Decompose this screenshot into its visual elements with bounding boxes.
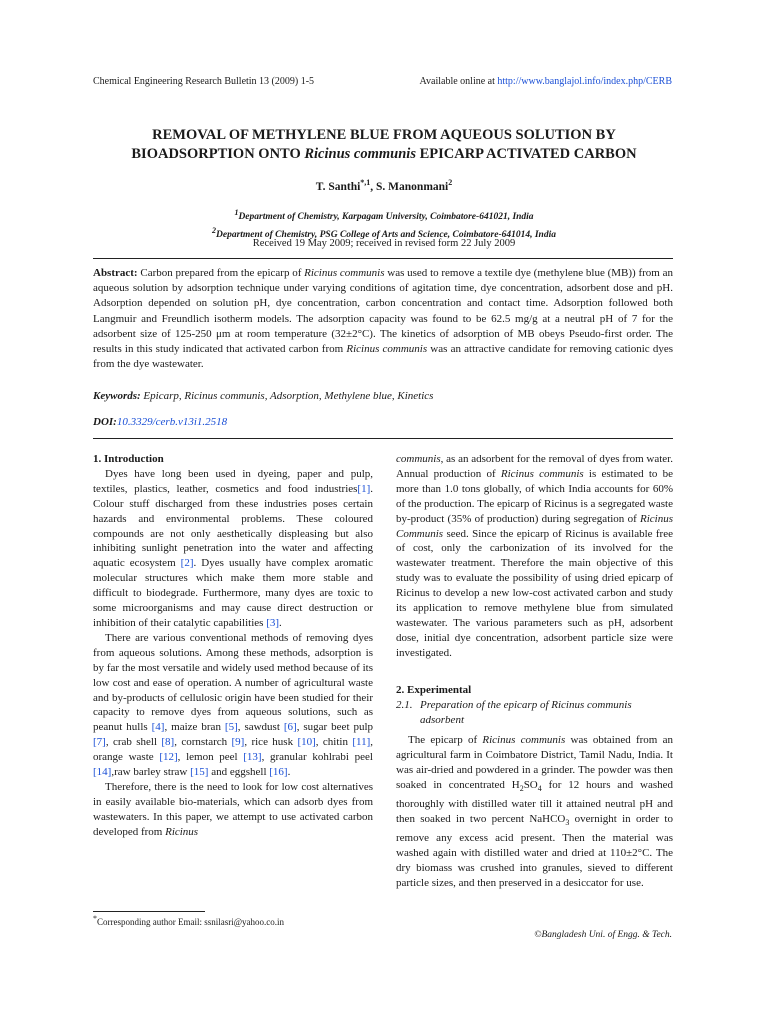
abstract-text-1: Carbon prepared from the epicarp of — [137, 267, 305, 279]
exp-d: for 12 hours and washed thoroughly with distilled water till it attained neutral pH and then soaked in two percent NaHCO — [396, 779, 673, 826]
author-1: T. Santhi — [315, 180, 361, 193]
intro-cont-a: , as an adsorbent for the removal of dyes from water. Annual production of — [396, 453, 673, 480]
intro-cont-b: is estimated to be more than 1.0 tons globally, of which India accounts for 60% of the production. The epicarp of Ricinus is a segregated waste by-product (35% of production) during segregation of — [396, 467, 673, 525]
citation-12[interactable]: [12] — [159, 751, 178, 764]
intro-p2-g: , rice husk — [244, 736, 298, 749]
title-line-2 — [80, 145, 688, 164]
abstract-text-2: was used to remove a textile dye (methylene blue (MB)) from an aqueous solution by adsorption technique under varying conditions of agitation time, dye concentration, adsorbent dose and pH. Adsorption depended on solution pH, dye concentration, carbon concentration and contact time. Adsorption followed both Langmuir and Freundlich isotherm models. The adsorption capacity was found to be 62.5 mg/g at a neutral pH of 7 for the adsorbent size of 125-250 μm at room temperature (32±2°C). The kinetics of adsorption of MB obeys Pseudo-first order. The results in this study indicated that activated carbon from — [93, 267, 673, 356]
author-separator: , — [370, 180, 377, 193]
intro-cont-species-2: Ricinus communis — [500, 467, 584, 480]
exp-e: overnight in order to remove any excess acid present. Then the material was washed again with distilled water and dried at 110±2°C. The dry biomass was crushed into granules, sieved to different particle sizes, and then preserved in a desiccator for use. — [396, 813, 673, 889]
subsection-heading — [396, 698, 673, 728]
abstract-label: Abstract: — [93, 267, 138, 279]
left-column — [93, 452, 373, 840]
intro-p2-h: , chitin — [315, 736, 353, 749]
subsection-title-a: Preparation of the epicarp of Ricinus communis — [420, 698, 632, 711]
copyright: ©Bangladesh Uni. of Engg. & Tech. — [534, 930, 672, 940]
title-species: Ricinus communis — [304, 146, 416, 162]
affiliation-1 — [80, 206, 688, 224]
journal-url-link[interactable]: http://www.banglajol.info/index.php/CERB — [497, 76, 672, 87]
intro-paragraph-3 — [93, 780, 373, 840]
exp-sub-3: 3 — [565, 818, 570, 828]
intro-p2-f: , cornstarch — [174, 736, 232, 749]
subsection-title-b: adsorbent — [420, 713, 464, 726]
keywords-label: Keywords: — [93, 390, 141, 402]
intro-cont-species-3: Ricinus Communis — [396, 512, 673, 540]
availability-line — [420, 76, 672, 87]
doi-link[interactable]: 10.3329/cerb.v13i1.2518 — [116, 416, 228, 428]
intro-p1-d: . — [279, 616, 282, 629]
affiliations — [80, 206, 688, 242]
received-dates: Received 19 May 2009; received in revised form 22 July 2009 — [252, 238, 516, 249]
intro-cont-c: seed. Since the epicarp of Ricinus is available free of cost, only the carbonization of its involved for the wastewater treatment. Therefore the main objective of this study was to evaluate the possibility of using dried epicarp of Ricinus to develop a new low-cost activated carbon and study its application to remove methylene blue from simulated wastewater. The various parameters such as pH, adsorbent dose, initial dye concentration, adsorbent particle size were investigated. — [396, 527, 673, 659]
keywords — [93, 390, 673, 402]
intro-p3-a: Therefore, there is the need to look for low cost alternatives in easily available bio-materials, which can adsorb dyes from wastewaters. In this paper, we attempt to use activated carbon developed from — [93, 780, 373, 838]
section-rule — [93, 438, 673, 439]
intro-p1-b: . Colour stuff discharged from these industries poses certain hazards and environmental problems. These coloured compounds are not only aesthetically displeasing but also inhibiting sunlight penetration into the water and affecting aquatic ecosystem — [93, 482, 373, 570]
citation-5[interactable]: [5] — [224, 721, 238, 734]
intro-p2-c: , sawdust — [237, 721, 284, 734]
footnote — [93, 914, 284, 927]
affiliation-2-sup: 2 — [212, 226, 216, 236]
available-prefix: Available online at — [419, 76, 498, 87]
citation-3[interactable]: [3] — [266, 616, 280, 629]
citation-11[interactable]: [11] — [352, 736, 371, 749]
intro-p3-species: Ricinus — [165, 825, 199, 838]
abstract — [93, 266, 673, 372]
doi — [93, 416, 227, 428]
journal-citation: Chemical Engineering Research Bulletin 13 (2009) 1-5 — [93, 76, 315, 87]
affiliation-1-text: Department of Chemistry, Karpagam University, Coimbatore-641021, India — [238, 212, 534, 223]
doi-label: DOI: — [93, 416, 117, 428]
affiliation-1-sup: 1 — [234, 208, 239, 217]
abstract-species-1: Ricinus communis — [304, 267, 385, 279]
intro-p2-b: , maize bran — [164, 721, 225, 734]
citation-1[interactable]: [1] — [357, 482, 371, 495]
paper-title — [80, 126, 688, 164]
citation-14[interactable]: [14] — [93, 766, 112, 779]
exp-species: Ricinus communis — [482, 734, 566, 747]
affiliation-2-text: Department of Chemistry, PSG College of Arts and Science, Coimbatore-641014, India — [216, 230, 556, 241]
citation-10[interactable]: [10] — [297, 736, 316, 749]
top-rule — [93, 258, 673, 259]
intro-p2-n: . — [287, 766, 291, 779]
title-line2-post: EPICARP ACTIVATED CARBON — [415, 146, 637, 162]
citation-8[interactable]: [8] — [161, 736, 175, 749]
intro-p2-e: , crab shell — [105, 736, 162, 749]
author-2: S. Manonmani — [376, 180, 449, 193]
exp-c: SO — [523, 779, 538, 792]
intro-p1-c: . Dyes usually have complex aromatic molecular structures which make them more stable and difficult to biodegrade. Furthermore, many dyes are toxic to some microorganisms and may cause direct destruction or inhibition of their catalytic capabilities — [93, 557, 373, 629]
subsection-number: 2.1. — [396, 698, 413, 711]
citation-13[interactable]: [13] — [243, 751, 262, 764]
footnote-text: Corresponding author Email: ssnilasri@yahoo.co.in — [97, 917, 285, 927]
keywords-text: Epicarp, Ricinus communis, Adsorption, Methylene blue, Kinetics — [140, 390, 434, 402]
citation-9[interactable]: [9] — [231, 736, 245, 749]
exp-b: was obtained from an agricultural farm in Coimbatore District, Tamil Nadu, India. It was air-dried and powdered in a grinder. The powder was then soaked in concentrated H — [396, 734, 673, 792]
intro-p2-l: ,raw barley straw — [111, 766, 191, 779]
intro-heading: 1. Introduction — [93, 453, 164, 465]
citation-16[interactable]: [16] — [269, 766, 288, 779]
footnote-marker: * — [93, 914, 97, 923]
title-line2-pre: BIOADSORPTION ONTO — [131, 146, 305, 162]
intro-cont-species: communis — [396, 453, 441, 465]
intro-p2-k: , granular kohlrabi peel — [261, 751, 373, 764]
citation-7[interactable]: [7] — [93, 736, 106, 749]
abstract-text-3: was an attractive candidate for removing cationic dyes from the dye wastewater. — [93, 343, 674, 371]
authors — [80, 178, 688, 193]
citation-4[interactable]: [4] — [151, 721, 165, 734]
intro-p2-d: , sugar beet pulp — [296, 721, 374, 734]
exp-sub-2: 2 — [519, 784, 524, 794]
intro-p2-j: , lemon peel — [177, 751, 244, 764]
citation-2[interactable]: [2] — [180, 557, 194, 570]
right-column — [396, 452, 673, 891]
experimental-heading: 2. Experimental — [396, 683, 472, 696]
intro-paragraph-1 — [93, 467, 373, 631]
intro-paragraph-2 — [93, 631, 373, 780]
exp-a: The epicarp of — [408, 734, 483, 747]
intro-p2-a: There are various conventional methods of removing dyes from aqueous solutions. Among these methods, adsorption is by far the most versatile and widely used method because of its low cost and ease of operation. A number of agricultural waste and by-products of cellulosic origin have been studied for their capacity to remove dyes from aqueous solutions, such as peanut hulls — [93, 631, 373, 734]
footnote-rule — [93, 911, 205, 912]
intro-p2-m: and eggshell — [208, 766, 270, 779]
exp-sub-4: 4 — [537, 784, 542, 794]
experimental-paragraph — [396, 733, 673, 890]
author-1-sup: *,1 — [360, 178, 371, 187]
intro-p1-a: Dyes have long been used in dyeing, paper and pulp, textiles, plastics, leather, cosmetics and food industries — [93, 467, 373, 495]
author-2-sup: 2 — [448, 178, 453, 187]
intro-p2-i: , orange waste — [93, 736, 374, 764]
intro-paragraph-3-cont — [396, 452, 673, 661]
citation-6[interactable]: [6] — [283, 721, 297, 734]
title-line-1: REMOVAL OF METHYLENE BLUE FROM AQUEOUS SOLUTION BY — [152, 127, 616, 143]
citation-15[interactable]: [15] — [190, 766, 209, 779]
abstract-species-2: Ricinus communis — [346, 343, 428, 356]
